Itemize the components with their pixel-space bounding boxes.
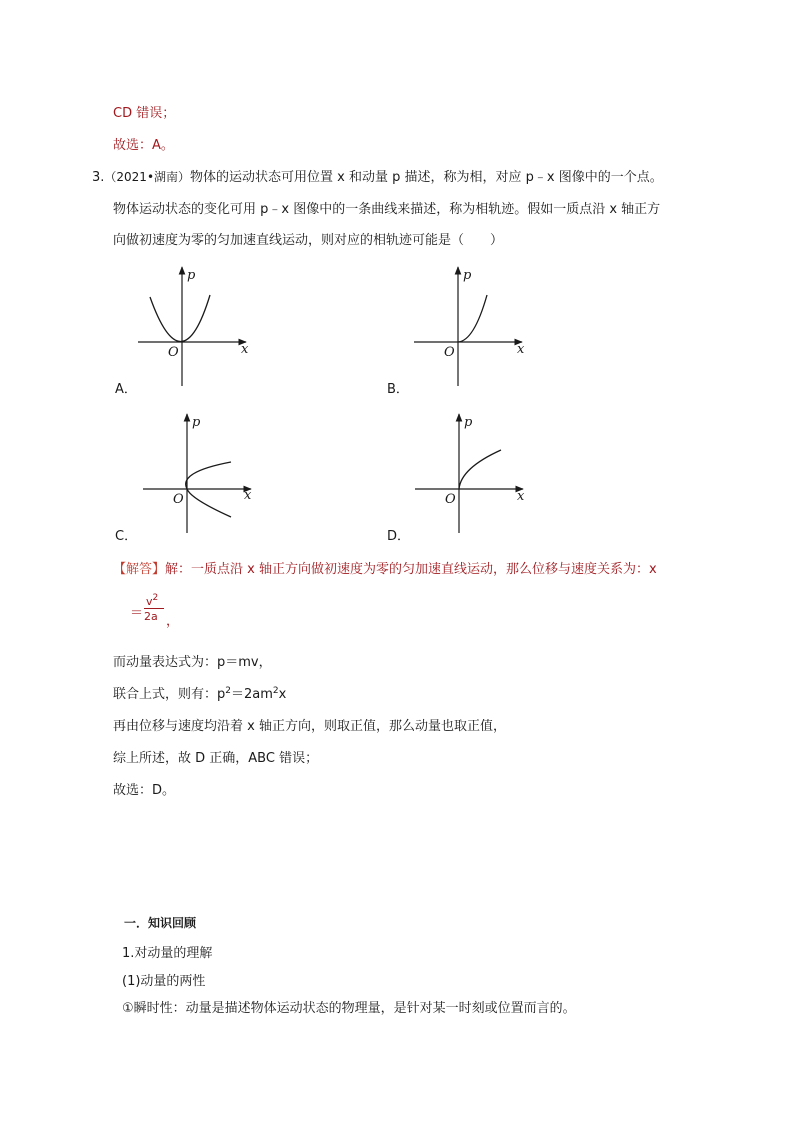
option-a-graph (138, 265, 258, 394)
answer-line-6: 故选：D。 (113, 783, 176, 798)
option-b-label: B． (387, 382, 409, 397)
curve (459, 450, 501, 489)
svg-text:x: x (517, 489, 525, 504)
option-c-label: C． (115, 529, 138, 544)
question-source: （2021•湖南） (104, 170, 191, 184)
option-c-graph (143, 412, 263, 541)
prev-line-1: CD 错误； (113, 106, 176, 121)
answer-line-2: 而动量表达式为：p＝mv， (113, 655, 272, 670)
svg-text:x: x (244, 488, 252, 503)
review-item-3: ①瞬时性：动量是描述物体运动状态的物理量，是针对某一时刻或位置而言的。 (122, 1001, 576, 1016)
svg-text:p: p (464, 415, 473, 430)
review-item-2: (1)动量的两性 (122, 974, 206, 989)
svg-text:O: O (444, 345, 455, 360)
curve (458, 295, 487, 342)
answer-tag: 【解答】 (113, 562, 166, 577)
svg-text:p: p (463, 268, 472, 283)
review-item-1: 1.对动量的理解 (122, 946, 213, 961)
svg-text:O: O (173, 492, 184, 507)
option-d-graph (415, 412, 535, 541)
svg-text:p: p (187, 268, 196, 283)
curve (150, 295, 210, 342)
svg-text:O: O (445, 492, 456, 507)
svg-text:p: p (192, 415, 201, 430)
question-stem-line-1: 3.（2021•湖南）物体的运动状态可用位置 x 和动量 p 描述，称为相，对应 p﹣x 图像中的一个点。 (92, 170, 663, 185)
option-b-graph (414, 265, 534, 394)
svg-text:x: x (241, 342, 249, 357)
answer-fraction: ＝ $v^2$ 2a ， (130, 593, 180, 629)
answer-line-1: 【解答】解：一质点沿 x 轴正方向做初速度为零的匀加速直线运动，那么位移与速度关系为：x (113, 562, 657, 577)
question-stem-line-3: 向做初速度为零的匀加速直线运动，则对应的相轨迹可能是（ ） (113, 233, 504, 248)
answer-line-4: 再由位移与速度均沿着 x 轴正方向，则取正值，那么动量也取正值， (113, 719, 506, 734)
option-a-label: A． (115, 382, 137, 397)
svg-text:x: x (517, 342, 525, 357)
review-heading: 一．知识回顾 (124, 916, 197, 930)
question-stem-line-2: 物体运动状态的变化可用 p﹣x 图像中的一条曲线来描述，称为相轨迹。假如一质点沿 x 轴正方 (113, 202, 661, 217)
answer-line-3: 联合上式，则有：$p^2=2am^2x$ (113, 686, 287, 702)
prev-line-2: 故选：A。 (113, 138, 174, 153)
svg-text:O: O (168, 345, 179, 360)
answer-line-5: 综上所述，故 D 正确，ABC 错误； (113, 751, 319, 766)
option-d-label: D． (387, 529, 411, 544)
question-number: 3. (92, 170, 105, 185)
